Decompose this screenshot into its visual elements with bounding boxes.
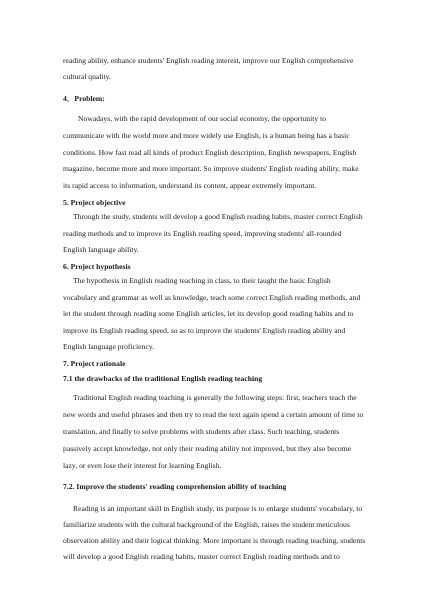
text-line: Nowadays, with the rapid development of our social economy, the opportunity to (78, 114, 327, 123)
subsection-heading-drawbacks: 7.1 the drawbacks of the traditional English reading teaching (63, 374, 263, 383)
text-line: its rapid access to information, understand its content, appear extremely important. (63, 181, 317, 190)
text-line: passively accept knowledge, not only their reading ability not improved, but they also become (63, 444, 352, 453)
section-heading-problem: 4．Problem: (63, 94, 105, 103)
text-line: new words and useful phrases and then try to read the text again spend a certain amount of time to (63, 410, 364, 419)
section-heading-rationale: 7. Project rationale (63, 359, 126, 368)
text-line: translation, and finally to solve problems with students after class. Such teaching, students (63, 427, 340, 436)
text-line: Through the study, students will develop a good English reading habits, master correct English (73, 212, 363, 221)
text-line: let the student through reading some English articles, let its develop good reading habits and to (63, 309, 354, 318)
section-heading-hypothesis: 6. Project hypothesis (63, 262, 131, 271)
text-line: reading methods and to improve its English reading speed, improving students' all-rounded (63, 229, 342, 238)
text-line: English language proficiency. (63, 342, 154, 351)
text-line: cultural quality. (63, 72, 111, 81)
text-line: observation ability and their logical thinking. More important is through reading teaching, students (63, 536, 366, 545)
text-line: improve its English reading speed, so as to improve the students' English reading ability and (63, 326, 346, 335)
subsection-heading-improve: 7.2. Improve the students' reading comprehension ability of teaching (63, 482, 287, 491)
text-line: English language ability. (63, 245, 139, 254)
text-line: Traditional English reading teaching is generally the following steps: first, teachers teach the (73, 393, 357, 402)
text-line: conditions. How fast read all kinds of product English description, English newspapers, English (63, 148, 357, 157)
text-line: magazine, become more and more important. So improve students' English reading ability, make (63, 164, 359, 173)
section-heading-objective: 5. Project objective (63, 198, 126, 207)
text-line: familiarize students with the cultural background of the English, raises the student meticulous (63, 520, 350, 529)
text-line: communicate with the world more and more widely use English, is a human being has a basic (63, 131, 350, 140)
text-line: lazy, or even lose their interest for learning English. (63, 461, 222, 470)
text-line: will develop a good English reading habits, master correct English reading methods and to (63, 552, 340, 561)
text-line: reading ability, enhance students' English reading interest, improve our English comprehensive (63, 56, 354, 65)
text-line: Reading is an important skill in English study, its purpose is to enlarge students' vocabulary, to (73, 504, 363, 513)
text-line: vocabulary and grammar as well as knowledge, teach some correct English reading methods, and (63, 293, 361, 302)
text-line: The hypothesis in English reading teaching in class, to their taught the basic English (73, 276, 331, 285)
